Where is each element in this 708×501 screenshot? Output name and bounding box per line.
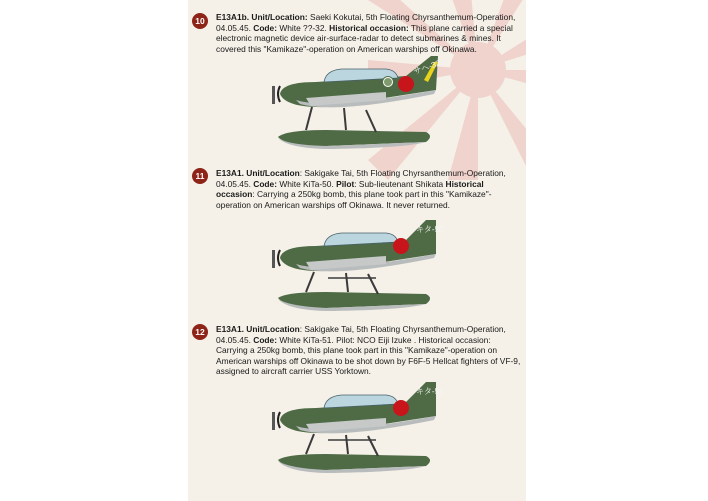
entry-number-badge: 12 [192,324,208,340]
float-12 [278,434,430,473]
aircraft-model: E13A1. [216,324,244,334]
occasion-label: Historical occasion [216,178,484,200]
aircraft-profile-10 [266,52,446,156]
float-10 [278,107,430,149]
pilot-text: : Sub-lieutenant Shikata [354,178,444,189]
propeller [272,86,275,104]
hinomaru-11 [393,238,409,254]
pilot-label: Pilot [336,178,355,189]
code-label: Code: [253,178,277,189]
code-text: White ??-32. [277,22,327,33]
entry-number-badge: 11 [192,168,208,184]
entry-description [216,168,522,210]
aircraft-profile-12 [266,378,446,482]
profile-sheet [188,0,526,501]
tail-code-10: サヘ-32 [412,58,442,77]
propeller [272,412,275,430]
unit-label: Unit/Location: [251,12,308,22]
tail-code-12: キタ-51 [416,387,444,396]
unit-text: : Sakigake Tai, 5th Floating Chyrsanthemum-Operation, 04.05.45. [216,168,506,189]
float-11 [278,272,430,311]
code-label: Code: [253,22,277,33]
aircraft-profile-11 [266,216,446,320]
unit-label: Unit/Location [246,168,300,178]
code-text: White KiTa-50. [277,178,334,189]
unit-label: Unit/Location [246,324,300,334]
unit-text: Saeki Kokutai, 5th Floating Chyrsanthemum-Operation, 04.05.45 [216,12,516,33]
propeller [272,250,275,268]
unit-text: : Sakigake Tai, 5th Floating Chyrsanthemum-Operation, 04.05.45. [216,324,506,345]
entry-number-badge: 10 [192,13,208,29]
hinomaru-10 [398,76,414,92]
occasion-text: This plane carried a special electronic magnetic device air-surface-radar to detect submarines & mines. It covered this "Kamikaze"-operation on American warships off Okinawa. [216,22,513,54]
entry-description: E13A1b. Unit/Location: Saeki Kokutai, 5th Floating Chyrsanthemum-Operation, 04.05.45. Code: White ??-32. Historical occasion: This plane carried a special electronic magnetic device air-surface-radar to detect submarines & mines. It covered this "Kamikaze"-operation on American warships off Okinawa. [216,12,516,54]
entry-description [216,324,522,377]
hinomaru-12 [393,400,409,416]
aircraft-model: E13A1. [216,168,244,178]
occasion-label: Historical occasion: [329,22,409,33]
aircraft-model: E13A1b. [216,12,250,22]
code-text: White KiTa-51. Pilot: NCO Eiji Izuke . Historical occasion: Carrying a 250kg bomb, this plane took part in this "Kamikaze"-operation on American warships off Okinawa to be shot down by F6F-5 Hellcat fighters of VF-9, assigned to aircraft carrier USS Yorktown. [216,334,521,377]
code-label: Code: [253,334,277,345]
occasion-text: : Carrying a 250kg bomb, this plane took part in this "Kamikaze"-operation on American warships off Okinawa. It never returned. [216,189,492,210]
tail-code-11: キタ-50 [416,225,444,234]
